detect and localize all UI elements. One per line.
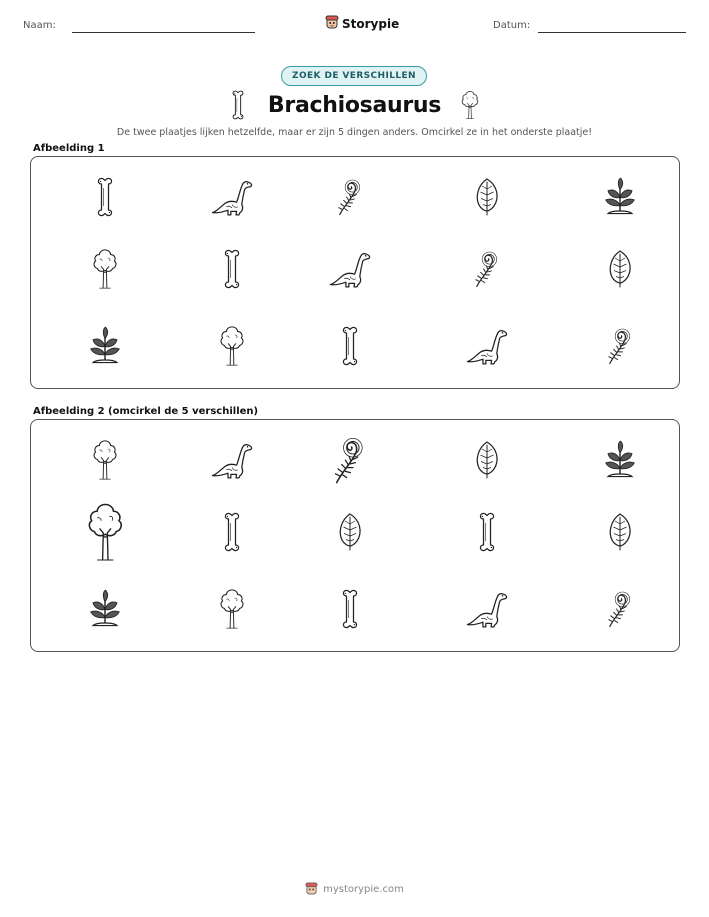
instructions: De twee plaatjes lijken hetzelfde, maar er zijn 5 dingen anders. Omcirkel ze in het onderste plaatje! [116, 127, 593, 138]
bone-icon [95, 174, 115, 220]
tree-icon [91, 244, 119, 294]
storypie-logo [325, 14, 399, 33]
leaf-icon[interactable] [605, 509, 635, 555]
picture-2-panel[interactable] [30, 419, 680, 652]
footer-url[interactable]: mystorypie.com [323, 884, 404, 895]
plant-icon[interactable] [85, 588, 125, 630]
bone-icon [222, 246, 242, 292]
name-line[interactable] [72, 32, 255, 33]
tree-icon[interactable] [85, 496, 126, 569]
leaf-icon[interactable] [472, 437, 502, 483]
bone-icon[interactable] [340, 586, 360, 632]
leaf-icon[interactable] [335, 509, 365, 555]
fern-icon [470, 247, 504, 291]
storypie-mascot-icon [325, 14, 339, 33]
storypie-mascot-icon [305, 880, 318, 899]
bone-icon[interactable] [222, 509, 242, 555]
dinosaur-icon [327, 248, 373, 290]
dinosaur-icon [209, 176, 255, 218]
date-label: Datum: [493, 20, 531, 31]
brand-name: Storypie [342, 16, 400, 31]
leaf-icon [605, 246, 635, 292]
footer [0, 880, 709, 899]
tree-icon[interactable] [218, 584, 246, 634]
fern-icon[interactable] [328, 432, 372, 488]
fern-icon [333, 175, 367, 219]
bone-icon[interactable] [477, 509, 497, 555]
name-label: Naam: [23, 20, 56, 31]
plant-icon [85, 325, 125, 367]
dinosaur-icon[interactable] [209, 439, 255, 481]
plant-icon[interactable] [600, 439, 640, 481]
plant-icon [600, 176, 640, 218]
picture-1-panel [30, 156, 680, 389]
fern-icon[interactable] [603, 587, 637, 631]
tree-icon [460, 90, 480, 120]
date-line[interactable] [538, 32, 686, 33]
picture-1-label: Afbeelding 1 [33, 143, 105, 154]
leaf-icon [472, 174, 502, 220]
page-title: Brachiosaurus [267, 93, 442, 118]
tree-icon[interactable] [91, 435, 119, 485]
activity-badge: ZOEK DE VERSCHILLEN [281, 66, 427, 86]
fern-icon [603, 324, 637, 368]
tree-icon [218, 321, 246, 371]
dinosaur-icon [464, 325, 510, 367]
dinosaur-icon[interactable] [464, 588, 510, 630]
bone-icon [340, 323, 360, 369]
picture-2-label: Afbeelding 2 (omcirkel de 5 verschillen) [33, 406, 259, 417]
